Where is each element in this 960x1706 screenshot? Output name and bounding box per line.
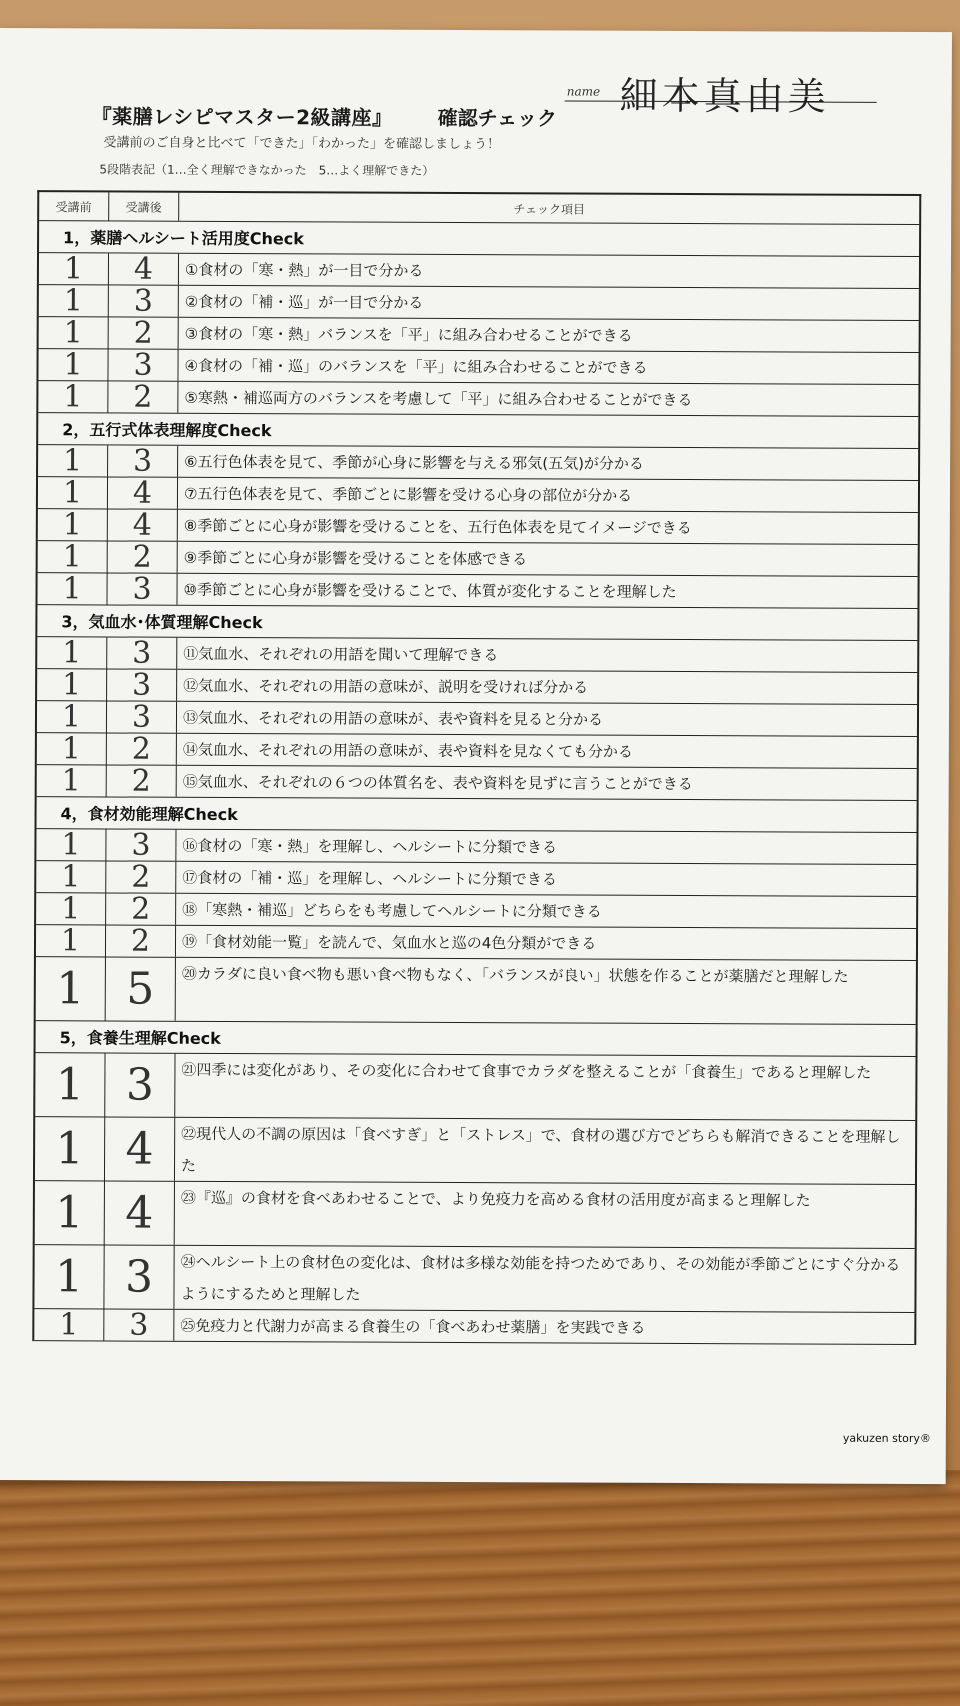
name-label: name [566, 84, 601, 99]
before-score: 1 [39, 317, 109, 348]
check-item-text: ③食材の「寒・熱」バランスを「平」に組み合わせることができる [184, 324, 633, 345]
after-score: 3 [107, 637, 177, 668]
check-item-row [36, 890, 916, 929]
check-item-row [39, 282, 919, 321]
check-item-text: ⑭気血水、それぞれの用語の意味が、表や資料を見なくても分かる [182, 740, 633, 761]
check-item-text: ㉕免疫力と代謝力が高まる食養生の「食べあわせ薬膳」を実践できる [180, 1316, 646, 1337]
before-score: 1 [36, 893, 106, 924]
check-table [32, 190, 921, 1345]
column-header-before: 受講前 [39, 192, 109, 220]
check-item-row [38, 506, 918, 545]
before-score: 1 [36, 829, 106, 860]
check-item-text: ⑩季節ごとに心身が影響を受けることで、体質が変化することを理解した [183, 580, 677, 601]
before-score: 1 [37, 733, 107, 764]
before-score: 1 [35, 1117, 105, 1180]
check-item-row [35, 1053, 915, 1121]
check-item-row [35, 1117, 915, 1185]
check-item-row [34, 1306, 914, 1345]
check-item-row [37, 730, 917, 769]
after-score: 3 [108, 445, 178, 476]
before-score: 1 [38, 445, 108, 476]
check-item-row [36, 957, 916, 1025]
check-item-text: ⑪気血水、それぞれの用語を聞いて理解できる [183, 644, 499, 664]
column-header-item: チェック項目 [513, 201, 586, 217]
before-score: 1 [38, 541, 108, 572]
handwritten-name: 細本真由美 [619, 73, 830, 119]
before-score: 1 [37, 765, 107, 796]
check-item-text: ⑬気血水、それぞれの用語の意味が、表や資料を見ると分かる [182, 708, 604, 729]
section-header: 1，薬膳ヘルシート活用度Check [39, 221, 919, 257]
after-score: 2 [108, 381, 178, 412]
check-item-text: ㉑四季には変化があり、その変化に合わせて食事でカラダを整えることが「食養生」であると理解した [181, 1060, 872, 1082]
check-item-text: ⑮気血水、それぞれの６つの体質名を、表や資料を見ずに言うことができる [182, 772, 693, 793]
check-item-row [34, 1245, 914, 1313]
before-score: 1 [39, 253, 109, 284]
before-score: 1 [37, 573, 107, 604]
wood-table-background [0, 1470, 960, 1706]
check-item-row [38, 474, 918, 513]
after-score: 2 [107, 733, 177, 764]
check-item-row [37, 666, 917, 705]
check-item-text: ①食材の「寒・熱」が一目で分かる [184, 260, 424, 280]
before-score: 1 [38, 477, 108, 508]
after-score: 2 [109, 317, 179, 348]
table-header-row [39, 192, 919, 225]
after-score: 4 [108, 477, 178, 508]
before-score: 1 [36, 861, 106, 892]
check-item-row [38, 442, 918, 481]
before-score: 1 [37, 701, 107, 732]
check-item-row [37, 762, 917, 801]
before-score: 1 [37, 669, 107, 700]
check-item-row [36, 858, 916, 897]
before-score: 1 [38, 509, 108, 540]
check-item-text: ⑯食材の「寒・熱」を理解し、ヘルシートに分類できる [182, 836, 558, 856]
check-item-row [38, 378, 918, 417]
section-header: 2，五行式体表理解度Check [38, 413, 918, 449]
sheet-title: 『薬膳レシピマスター2級講座』 [91, 104, 393, 130]
check-item-text: ㉓『巡』の食材を食べあわせることで、より免疫力を高める食材の活用度が高まると理解した [180, 1188, 811, 1210]
before-score: 1 [38, 349, 108, 380]
after-score: 4 [108, 509, 178, 540]
check-item-row [37, 698, 917, 737]
section-header: 3，気血水･体質理解Check [37, 605, 917, 641]
check-item-text: ④食材の「補・巡」のバランスを「平」に組み合わせることができる [184, 356, 648, 377]
instruction-text: 受講前のご自身と比べて「できた」「わかった」を確認しましょう！ [103, 135, 501, 153]
check-item-text: ⑱「寒熱・補巡」どちらをも考慮してヘルシートに分類できる [182, 900, 602, 921]
before-score: 1 [36, 925, 106, 956]
check-item-text: ⑲「食材効能一覧」を読んで、気血水と巡の4色分類ができる [181, 932, 597, 953]
after-score: 3 [107, 573, 177, 604]
after-score: 3 [109, 285, 179, 316]
check-item-text: ⑧季節ごとに心身が影響を受けることを、五行色体表を見てイメージできる [183, 516, 692, 537]
check-item-text: ㉒現代人の不調の原因は「食べすぎ」と「ストレス」で、食材の選び方でどちらも解消できることを理解した [180, 1124, 901, 1175]
check-item-text: ⑤寒熱・補巡両方のバランスを考慮して「平」に組み合わせることができる [184, 388, 693, 409]
check-item-text: ⑦五行色体表を見て、季節ごとに影響を受ける心身の部位が分かる [183, 484, 633, 505]
check-item-text: ⑨季節ごとに心身が影響を受けることを体感できる [183, 548, 528, 568]
section-header: 4，食材効能理解Check [37, 797, 917, 833]
before-score: 1 [34, 1245, 104, 1308]
before-score: 1 [35, 1053, 105, 1116]
after-score: 3 [106, 829, 176, 860]
check-item-row [39, 314, 919, 353]
scale-note: 5段階表記（1…全く理解できなかった 5…よく理解できた） [99, 162, 435, 178]
check-item-text: ⑫気血水、それぞれの用語の意味が、説明を受ければ分かる [183, 676, 589, 697]
before-score: 1 [35, 1181, 105, 1244]
sheet-subtitle: 確認チェック [437, 105, 558, 131]
before-score: 1 [38, 381, 108, 412]
check-item-row [37, 570, 917, 609]
section-header: 5，食養生理解Check [36, 1021, 916, 1057]
after-score: 4 [105, 1117, 175, 1180]
check-item-row [36, 922, 916, 961]
after-score: 2 [106, 893, 176, 924]
check-item-row [38, 346, 918, 385]
after-score: 3 [104, 1245, 174, 1308]
after-score: 4 [109, 253, 179, 284]
check-item-text: ⑥五行色体表を見て、季節が心身に影響を与える邪気(五気)が分かる [184, 452, 645, 473]
check-item-row [35, 1181, 915, 1249]
after-score: 2 [106, 861, 176, 892]
after-score: 2 [106, 925, 176, 956]
after-score: 3 [104, 1309, 174, 1340]
after-score: 2 [108, 541, 178, 572]
after-score: 3 [108, 349, 178, 380]
check-item-text: ㉔ヘルシート上の食材色の変化は、食材は多様な効能を持つためであり、その効能が季節ごとにすぐ分かるようにするためと理解した [180, 1252, 901, 1304]
before-score: 1 [36, 957, 106, 1020]
check-item-text: ⑳カラダに良い食べ物も悪い食べ物もなく、「バランスが良い」状態を作ることが薬膳だと理解した [181, 964, 849, 986]
after-score: 2 [107, 765, 177, 796]
check-item-row [38, 538, 918, 577]
before-score: 1 [34, 1309, 104, 1340]
check-item-text: ⑰食材の「補・巡」を理解し、ヘルシートに分類できる [182, 868, 557, 888]
after-score: 3 [105, 1053, 175, 1116]
after-score: 5 [106, 957, 176, 1020]
after-score: 3 [107, 701, 177, 732]
before-score: 1 [39, 285, 109, 316]
check-item-row [36, 826, 916, 865]
after-score: 4 [105, 1181, 175, 1244]
check-item-row [39, 250, 919, 289]
brand-footer: yakuzen story® [842, 1431, 931, 1446]
checklist-sheet [0, 28, 952, 1484]
check-item-row [37, 634, 917, 673]
before-score: 1 [37, 637, 107, 668]
after-score: 3 [107, 669, 177, 700]
column-header-after: 受講後 [109, 192, 179, 220]
check-item-text: ②食材の「補・巡」が一目で分かる [184, 292, 424, 312]
